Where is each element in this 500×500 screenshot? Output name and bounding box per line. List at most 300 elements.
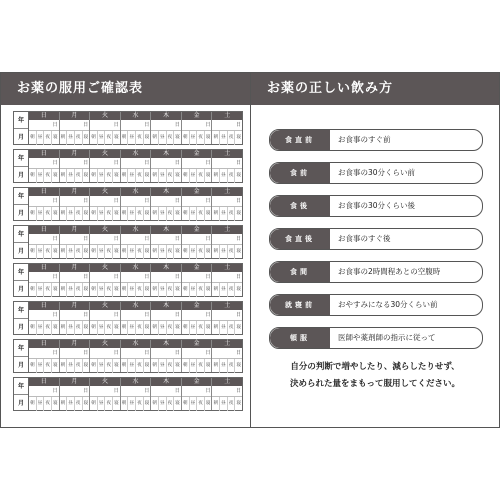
dose-slot: 昼 <box>220 131 228 145</box>
date-cell: 日 <box>60 234 90 245</box>
calendar-day <box>121 188 152 220</box>
weekday-header: 月 <box>60 226 90 234</box>
dose-slot: 寝 <box>83 173 89 178</box>
timing-row <box>269 294 483 316</box>
weekday-header: 土 <box>212 226 242 234</box>
date-cell: 日 <box>182 158 212 169</box>
dose-slot: 朝 <box>182 131 190 145</box>
weekday-header: 水 <box>121 226 151 234</box>
dose-slot: 朝 <box>29 397 37 411</box>
dose-slot: 夜 <box>105 245 113 259</box>
dose-slot: 夜 <box>228 283 236 297</box>
calendar-day <box>151 302 182 334</box>
date-cell: 日 <box>182 386 212 397</box>
date-cell: 日 <box>29 310 59 321</box>
dose-slot: 朝 <box>151 359 159 373</box>
dose-slot: 夜 <box>197 169 205 183</box>
dose-slot: 夜 <box>105 397 113 411</box>
dose-slot: 朝 <box>90 359 98 373</box>
calendar-day <box>212 378 242 410</box>
timing-tag: 食直後 <box>270 229 330 249</box>
date-cell: 日 <box>90 120 120 131</box>
dose-slot: 昼 <box>98 397 106 411</box>
weekday-header: 日 <box>29 150 59 158</box>
dose-slot: 朝 <box>182 359 190 373</box>
date-cell: 日 <box>212 386 242 397</box>
dose-slot: 寝 <box>144 287 150 292</box>
weekday-header: 火 <box>90 188 120 196</box>
date-cell: 日 <box>121 272 151 283</box>
dose-slot: 寝 <box>83 401 89 406</box>
dose-slot: 寝 <box>175 401 180 406</box>
dose-slot: 朝 <box>90 131 98 145</box>
dose-slot: 寝 <box>175 363 180 368</box>
date-cell: 日 <box>121 120 151 131</box>
calendar-day <box>29 188 60 220</box>
calendar-day <box>90 302 121 334</box>
dose-slot: 夜 <box>136 359 144 373</box>
dose-slot: 寝 <box>114 173 119 178</box>
timing-row <box>269 228 483 250</box>
weekday-header: 水 <box>121 150 151 158</box>
calendar-day <box>212 112 242 144</box>
dose-slot: 朝 <box>151 169 159 183</box>
dose-slot: 昼 <box>220 169 228 183</box>
dose-slot: 夜 <box>136 321 144 335</box>
calendar-day <box>60 112 91 144</box>
weekday-header: 金 <box>182 302 212 310</box>
dose-slot: 夜 <box>197 131 205 145</box>
dose-slot: 朝 <box>182 321 190 335</box>
dose-slot: 寝 <box>205 135 211 140</box>
timing-description: お食事のすぐ前 <box>338 135 391 144</box>
dose-slot: 夜 <box>44 169 52 183</box>
dose-slot: 昼 <box>37 283 45 297</box>
dose-slot: 昼 <box>128 207 136 221</box>
dose-slot: 昼 <box>190 207 198 221</box>
calendar-day <box>151 378 182 410</box>
calendar-day <box>121 150 152 182</box>
dose-slot: 寝 <box>114 135 119 140</box>
dose-slot: 昼 <box>220 245 228 259</box>
month-label: 月 <box>17 247 24 255</box>
dose-slot: 朝 <box>60 283 68 297</box>
dose-slot: 昼 <box>128 131 136 145</box>
dose-slot: 昼 <box>67 321 75 335</box>
medication-sheet <box>0 72 500 428</box>
calendar-day <box>90 378 121 410</box>
year-label: 年 <box>14 112 28 129</box>
date-cell: 日 <box>121 196 151 207</box>
dose-slot: 朝 <box>151 207 159 221</box>
month-year-column <box>14 302 29 334</box>
dose-slot: 昼 <box>190 169 198 183</box>
dose-slot: 朝 <box>60 207 68 221</box>
dose-slot: 寝 <box>205 173 211 178</box>
calendar-day <box>212 188 242 220</box>
year-label: 年 <box>14 226 28 243</box>
dose-slot: 寝 <box>236 401 241 406</box>
dose-slot: 昼 <box>67 207 75 221</box>
dose-slot: 寝 <box>52 325 58 330</box>
dose-slot: 夜 <box>228 397 236 411</box>
weekday-header: 月 <box>60 188 90 196</box>
calendar-day <box>60 378 91 410</box>
dose-slot: 寝 <box>114 287 119 292</box>
dose-slot: 昼 <box>98 359 106 373</box>
weekday-header: 水 <box>121 302 151 310</box>
date-cell: 日 <box>151 386 181 397</box>
dose-slot: 夜 <box>136 245 144 259</box>
date-cell: 日 <box>151 196 181 207</box>
dose-slot: 夜 <box>167 207 175 221</box>
dose-slot: 昼 <box>159 245 167 259</box>
calendar-day <box>212 302 242 334</box>
dose-slot: 昼 <box>159 207 167 221</box>
dose-slot: 夜 <box>228 207 236 221</box>
dose-slot: 寝 <box>175 135 180 140</box>
calendar-day <box>182 226 213 258</box>
dose-slot: 寝 <box>205 325 211 330</box>
date-cell: 日 <box>212 272 242 283</box>
weekday-header: 木 <box>151 112 181 120</box>
calendar-day <box>90 188 121 220</box>
dose-slot: 昼 <box>128 359 136 373</box>
dose-slot: 朝 <box>29 359 37 373</box>
calendar-day <box>29 226 60 258</box>
weekday-header: 土 <box>212 112 242 120</box>
dose-slot: 朝 <box>212 207 220 221</box>
dose-slot: 寝 <box>236 325 241 330</box>
dose-slot: 寝 <box>83 363 89 368</box>
dose-slot: 朝 <box>212 321 220 335</box>
dose-slot: 寝 <box>236 211 241 216</box>
dose-slot: 昼 <box>37 131 45 145</box>
dose-slot: 寝 <box>52 211 58 216</box>
dose-slot: 昼 <box>159 359 167 373</box>
dose-slot: 寝 <box>144 363 150 368</box>
month-label: 月 <box>17 361 24 369</box>
weekday-header: 土 <box>212 302 242 310</box>
weekday-header: 水 <box>121 264 151 272</box>
weekday-header: 金 <box>182 226 212 234</box>
weekday-header: 日 <box>29 226 59 234</box>
dose-slot: 寝 <box>236 363 241 368</box>
dose-slot: 夜 <box>75 207 83 221</box>
calendar-week <box>13 377 243 411</box>
dose-slot: 夜 <box>75 283 83 297</box>
dose-slot: 朝 <box>212 245 220 259</box>
weekday-header: 火 <box>90 378 120 386</box>
timing-row <box>269 327 483 349</box>
weekday-header: 木 <box>151 188 181 196</box>
dose-slot: 昼 <box>159 321 167 335</box>
month-label: 月 <box>17 285 24 293</box>
weekday-header: 日 <box>29 264 59 272</box>
timing-list <box>269 129 483 360</box>
date-cell: 日 <box>29 158 59 169</box>
date-cell: 日 <box>60 196 90 207</box>
dose-slot: 夜 <box>167 169 175 183</box>
date-cell: 日 <box>212 234 242 245</box>
dose-slot: 寝 <box>144 173 150 178</box>
weekday-header: 日 <box>29 188 59 196</box>
date-cell: 日 <box>121 386 151 397</box>
dose-slot: 寝 <box>236 135 241 140</box>
dose-slot: 夜 <box>197 359 205 373</box>
date-cell: 日 <box>90 310 120 321</box>
date-cell: 日 <box>182 348 212 359</box>
month-year-column <box>14 226 29 258</box>
weekday-header: 土 <box>212 150 242 158</box>
dose-slot: 夜 <box>75 321 83 335</box>
dose-slot: 夜 <box>105 359 113 373</box>
dose-slot: 昼 <box>67 169 75 183</box>
dose-slot: 夜 <box>75 397 83 411</box>
date-cell: 日 <box>121 310 151 321</box>
date-cell: 日 <box>182 196 212 207</box>
dose-slot: 寝 <box>83 325 89 330</box>
timing-description: お食事の30分くらい後 <box>338 201 416 210</box>
dose-slot: 昼 <box>159 131 167 145</box>
weekday-header: 火 <box>90 340 120 348</box>
weekday-header: 日 <box>29 302 59 310</box>
dose-slot: 朝 <box>182 169 190 183</box>
date-cell: 日 <box>212 120 242 131</box>
dose-slot: 朝 <box>121 245 129 259</box>
dose-slot: 夜 <box>136 131 144 145</box>
calendar-day <box>212 340 242 372</box>
calendar-day <box>90 340 121 372</box>
calendar-day <box>182 150 213 182</box>
dose-slot: 朝 <box>60 359 68 373</box>
dose-slot: 朝 <box>212 359 220 373</box>
dose-slot: 朝 <box>121 169 129 183</box>
dose-slot: 昼 <box>220 397 228 411</box>
timing-description: お食事のすぐ後 <box>338 234 391 243</box>
dose-slot: 朝 <box>29 283 37 297</box>
date-cell: 日 <box>151 348 181 359</box>
year-label: 年 <box>14 340 28 357</box>
calendar-day <box>90 112 121 144</box>
instructions-panel <box>251 73 499 427</box>
weekday-header: 土 <box>212 264 242 272</box>
calendar-day <box>29 340 60 372</box>
dose-slot: 寝 <box>114 325 119 330</box>
weekday-header: 金 <box>182 264 212 272</box>
weekday-header: 水 <box>121 340 151 348</box>
dose-slot: 夜 <box>228 169 236 183</box>
date-cell: 日 <box>90 272 120 283</box>
dose-slot: 寝 <box>52 363 58 368</box>
year-label: 年 <box>14 188 28 205</box>
dose-slot: 昼 <box>98 245 106 259</box>
date-cell: 日 <box>151 310 181 321</box>
weekday-header: 日 <box>29 340 59 348</box>
dose-slot: 夜 <box>228 131 236 145</box>
dose-slot: 昼 <box>159 397 167 411</box>
dose-slot: 寝 <box>52 401 58 406</box>
dose-slot: 昼 <box>190 131 198 145</box>
calendar-day <box>60 226 91 258</box>
date-cell: 日 <box>29 120 59 131</box>
dose-slot: 朝 <box>121 397 129 411</box>
calendar-day <box>29 112 60 144</box>
timing-description: お食事の30分くらい前 <box>338 168 416 177</box>
date-cell: 日 <box>90 158 120 169</box>
dose-slot: 寝 <box>205 211 211 216</box>
timing-description: 医師や薬剤師の指示に従って <box>338 333 436 342</box>
calendar-day <box>121 340 152 372</box>
dose-slot: 寝 <box>83 211 89 216</box>
date-cell: 日 <box>90 386 120 397</box>
timing-tag: 食間 <box>270 262 330 282</box>
weekday-header: 火 <box>90 112 120 120</box>
dose-slot: 夜 <box>136 169 144 183</box>
dose-slot: 昼 <box>128 283 136 297</box>
caution-note <box>251 359 499 393</box>
dose-slot: 朝 <box>151 245 159 259</box>
dose-slot: 昼 <box>37 397 45 411</box>
date-cell: 日 <box>60 310 90 321</box>
dose-slot: 寝 <box>175 287 180 292</box>
dose-slot: 朝 <box>151 283 159 297</box>
dose-slot: 朝 <box>182 283 190 297</box>
date-cell: 日 <box>212 348 242 359</box>
month-label: 月 <box>17 133 24 141</box>
dose-slot: 寝 <box>175 173 180 178</box>
date-cell: 日 <box>151 234 181 245</box>
dose-slot: 昼 <box>190 245 198 259</box>
calendar-day <box>151 188 182 220</box>
date-cell: 日 <box>29 196 59 207</box>
weekday-header: 月 <box>60 378 90 386</box>
dose-slot: 夜 <box>197 283 205 297</box>
dose-slot: 夜 <box>75 245 83 259</box>
dose-slot: 朝 <box>121 207 129 221</box>
dose-slot: 夜 <box>167 283 175 297</box>
calendar-day <box>60 340 91 372</box>
month-label: 月 <box>17 323 24 331</box>
dose-slot: 朝 <box>60 397 68 411</box>
timing-description: おやすみになる30分くらい前 <box>338 300 438 309</box>
dose-slot: 昼 <box>190 359 198 373</box>
weekday-header: 月 <box>60 150 90 158</box>
dose-slot: 寝 <box>236 173 241 178</box>
dose-slot: 夜 <box>136 397 144 411</box>
year-label: 年 <box>14 378 28 395</box>
dose-slot: 朝 <box>29 169 37 183</box>
dose-slot: 夜 <box>75 131 83 145</box>
year-label: 年 <box>14 150 28 167</box>
confirmation-title: お薬の服用ご確認表 <box>1 73 250 105</box>
dose-slot: 朝 <box>90 169 98 183</box>
weekday-header: 木 <box>151 150 181 158</box>
calendar-day <box>212 264 242 296</box>
weekday-header: 木 <box>151 226 181 234</box>
confirmation-panel <box>1 73 251 427</box>
dose-slot: 朝 <box>121 283 129 297</box>
month-year-column <box>14 150 29 182</box>
dose-slot: 昼 <box>220 283 228 297</box>
year-label: 年 <box>14 264 28 281</box>
month-year-column <box>14 188 29 220</box>
calendar-day <box>182 112 213 144</box>
calendar-day <box>90 150 121 182</box>
dose-slot: 昼 <box>128 169 136 183</box>
date-cell: 日 <box>121 158 151 169</box>
dose-slot: 朝 <box>90 283 98 297</box>
weekday-header: 火 <box>90 264 120 272</box>
dose-slot: 夜 <box>44 397 52 411</box>
dose-slot: 昼 <box>159 169 167 183</box>
calendar-day <box>182 302 213 334</box>
calendar-week <box>13 301 243 335</box>
dose-slot: 寝 <box>205 287 211 292</box>
dose-slot: 夜 <box>44 359 52 373</box>
date-cell: 日 <box>121 234 151 245</box>
calendar-day <box>121 378 152 410</box>
dose-slot: 夜 <box>228 321 236 335</box>
timing-tag: 頓服 <box>270 328 330 348</box>
date-cell: 日 <box>182 120 212 131</box>
date-cell: 日 <box>60 158 90 169</box>
dose-slot: 寝 <box>236 287 241 292</box>
dose-slot: 夜 <box>44 207 52 221</box>
calendar-day <box>60 302 91 334</box>
dose-slot: 夜 <box>167 245 175 259</box>
dose-slot: 昼 <box>128 321 136 335</box>
weekday-header: 水 <box>121 112 151 120</box>
dose-slot: 寝 <box>144 401 150 406</box>
weekday-header: 月 <box>60 264 90 272</box>
calendar-day <box>212 150 242 182</box>
dose-slot: 朝 <box>121 131 129 145</box>
calendar-day <box>151 226 182 258</box>
date-cell: 日 <box>60 272 90 283</box>
dose-slot: 寝 <box>236 249 241 254</box>
weekday-header: 木 <box>151 378 181 386</box>
dose-slot: 朝 <box>60 169 68 183</box>
date-cell: 日 <box>151 120 181 131</box>
dose-slot: 昼 <box>220 207 228 221</box>
dose-slot: 朝 <box>151 321 159 335</box>
dose-slot: 寝 <box>52 287 58 292</box>
date-cell: 日 <box>121 348 151 359</box>
weekday-header: 日 <box>29 378 59 386</box>
dose-slot: 朝 <box>121 359 129 373</box>
month-year-column <box>14 340 29 372</box>
dose-slot: 朝 <box>182 397 190 411</box>
dose-slot: 夜 <box>44 245 52 259</box>
dose-slot: 寝 <box>144 135 150 140</box>
dose-slot: 夜 <box>197 397 205 411</box>
date-cell: 日 <box>29 272 59 283</box>
calendar-day <box>121 226 152 258</box>
calendar-week <box>13 225 243 259</box>
calendar-day <box>60 188 91 220</box>
weekday-header: 金 <box>182 340 212 348</box>
calendar-day <box>151 264 182 296</box>
weekday-header: 木 <box>151 340 181 348</box>
date-cell: 日 <box>90 196 120 207</box>
date-cell: 日 <box>60 386 90 397</box>
dose-slot: 朝 <box>151 397 159 411</box>
weekday-header: 土 <box>212 188 242 196</box>
weekday-header: 火 <box>90 226 120 234</box>
weekday-header: 水 <box>121 188 151 196</box>
calendar-day <box>29 264 60 296</box>
